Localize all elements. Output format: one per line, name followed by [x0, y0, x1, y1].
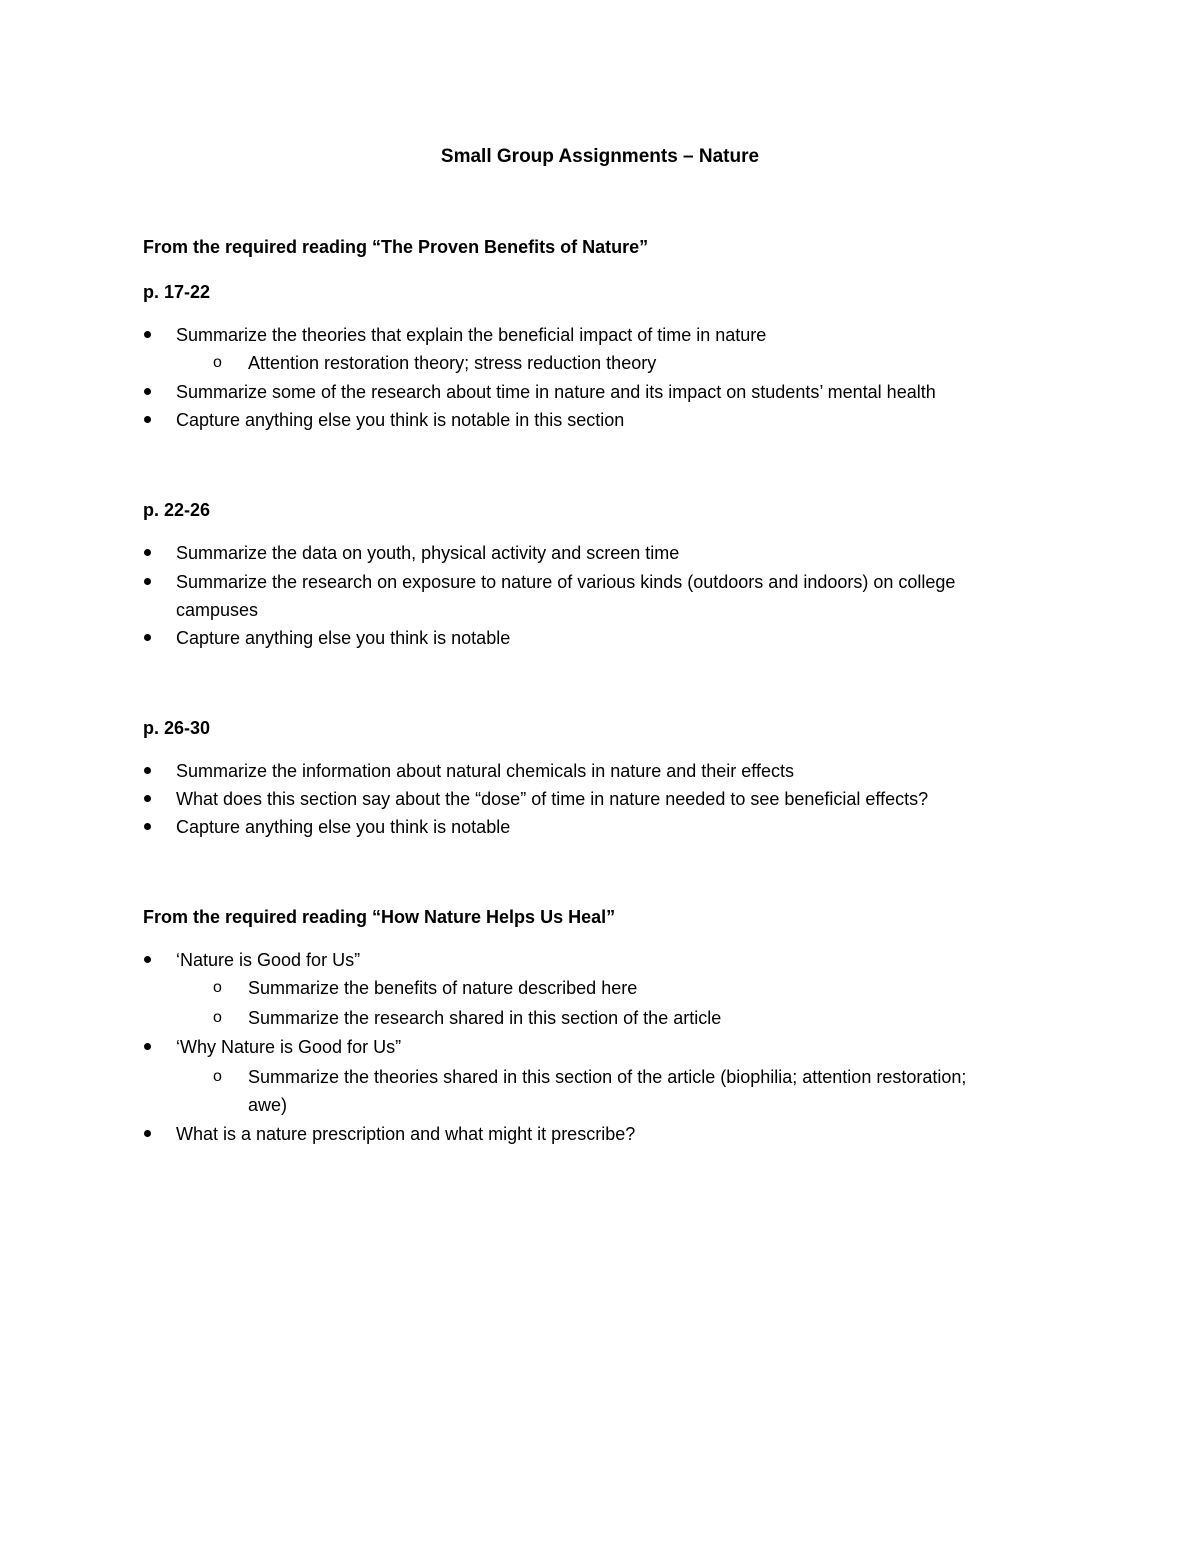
list-item: What does this section say about the “dose” of time in nature needed to see beneficial effects?	[176, 789, 929, 809]
section-heading: From the required reading “The Proven Benefits of Nature”	[143, 237, 649, 257]
page-range-label: p. 22-26	[143, 500, 211, 520]
list-item: Summarize the data on youth, physical activity and screen time	[176, 543, 680, 563]
list-item-continuation: campuses	[176, 600, 259, 620]
section-heading: From the required reading “How Nature Helps Us Heal”	[143, 907, 616, 927]
list-item: Capture anything else you think is notable in this section	[176, 410, 625, 430]
bullet-icon	[143, 387, 153, 397]
bullet-icon	[143, 794, 153, 804]
sub-bullet-icon: o	[213, 979, 222, 996]
list-item: Summarize the research on exposure to nature of various kinds (outdoors and indoors) on college	[176, 572, 956, 592]
list-subitem: Summarize the benefits of nature described here	[248, 978, 638, 998]
page-title: Small Group Assignments – Nature	[440, 146, 760, 167]
list-item: Summarize some of the research about time in nature and its impact on students’ mental health	[176, 382, 936, 402]
list-item: ‘Why Nature is Good for Us”	[176, 1037, 402, 1057]
list-item: Summarize the information about natural chemicals in nature and their effects	[176, 761, 794, 781]
bullet-icon	[143, 766, 153, 776]
bullet-icon	[143, 822, 153, 832]
sub-bullet-icon: o	[213, 1009, 222, 1026]
bullet-icon	[143, 1042, 153, 1052]
list-item: What is a nature prescription and what might it prescribe?	[176, 1124, 636, 1144]
bullet-icon	[143, 633, 153, 643]
list-subitem: Attention restoration theory; stress reduction theory	[248, 353, 657, 373]
list-item: Capture anything else you think is notable	[176, 628, 511, 648]
list-subitem: Summarize the theories shared in this section of the article (biophilia; attention restoration;	[248, 1067, 967, 1087]
sub-bullet-icon: o	[213, 1068, 222, 1085]
page-range-label: p. 26-30	[143, 718, 211, 738]
bullet-icon	[143, 548, 153, 558]
list-subitem-continuation: awe)	[248, 1095, 288, 1115]
bullet-icon	[143, 415, 153, 425]
bullet-icon	[143, 577, 153, 587]
bullet-icon	[143, 1129, 153, 1139]
list-subitem: Summarize the research shared in this section of the article	[248, 1008, 722, 1028]
sub-bullet-icon: o	[213, 354, 222, 371]
list-item: Summarize the theories that explain the beneficial impact of time in nature	[176, 325, 767, 345]
page-range-label: p. 17-22	[143, 282, 211, 302]
bullet-icon	[143, 330, 153, 340]
list-item: Capture anything else you think is notable	[176, 817, 511, 837]
list-item: ‘Nature is Good for Us”	[176, 950, 361, 970]
bullet-icon	[143, 955, 153, 965]
